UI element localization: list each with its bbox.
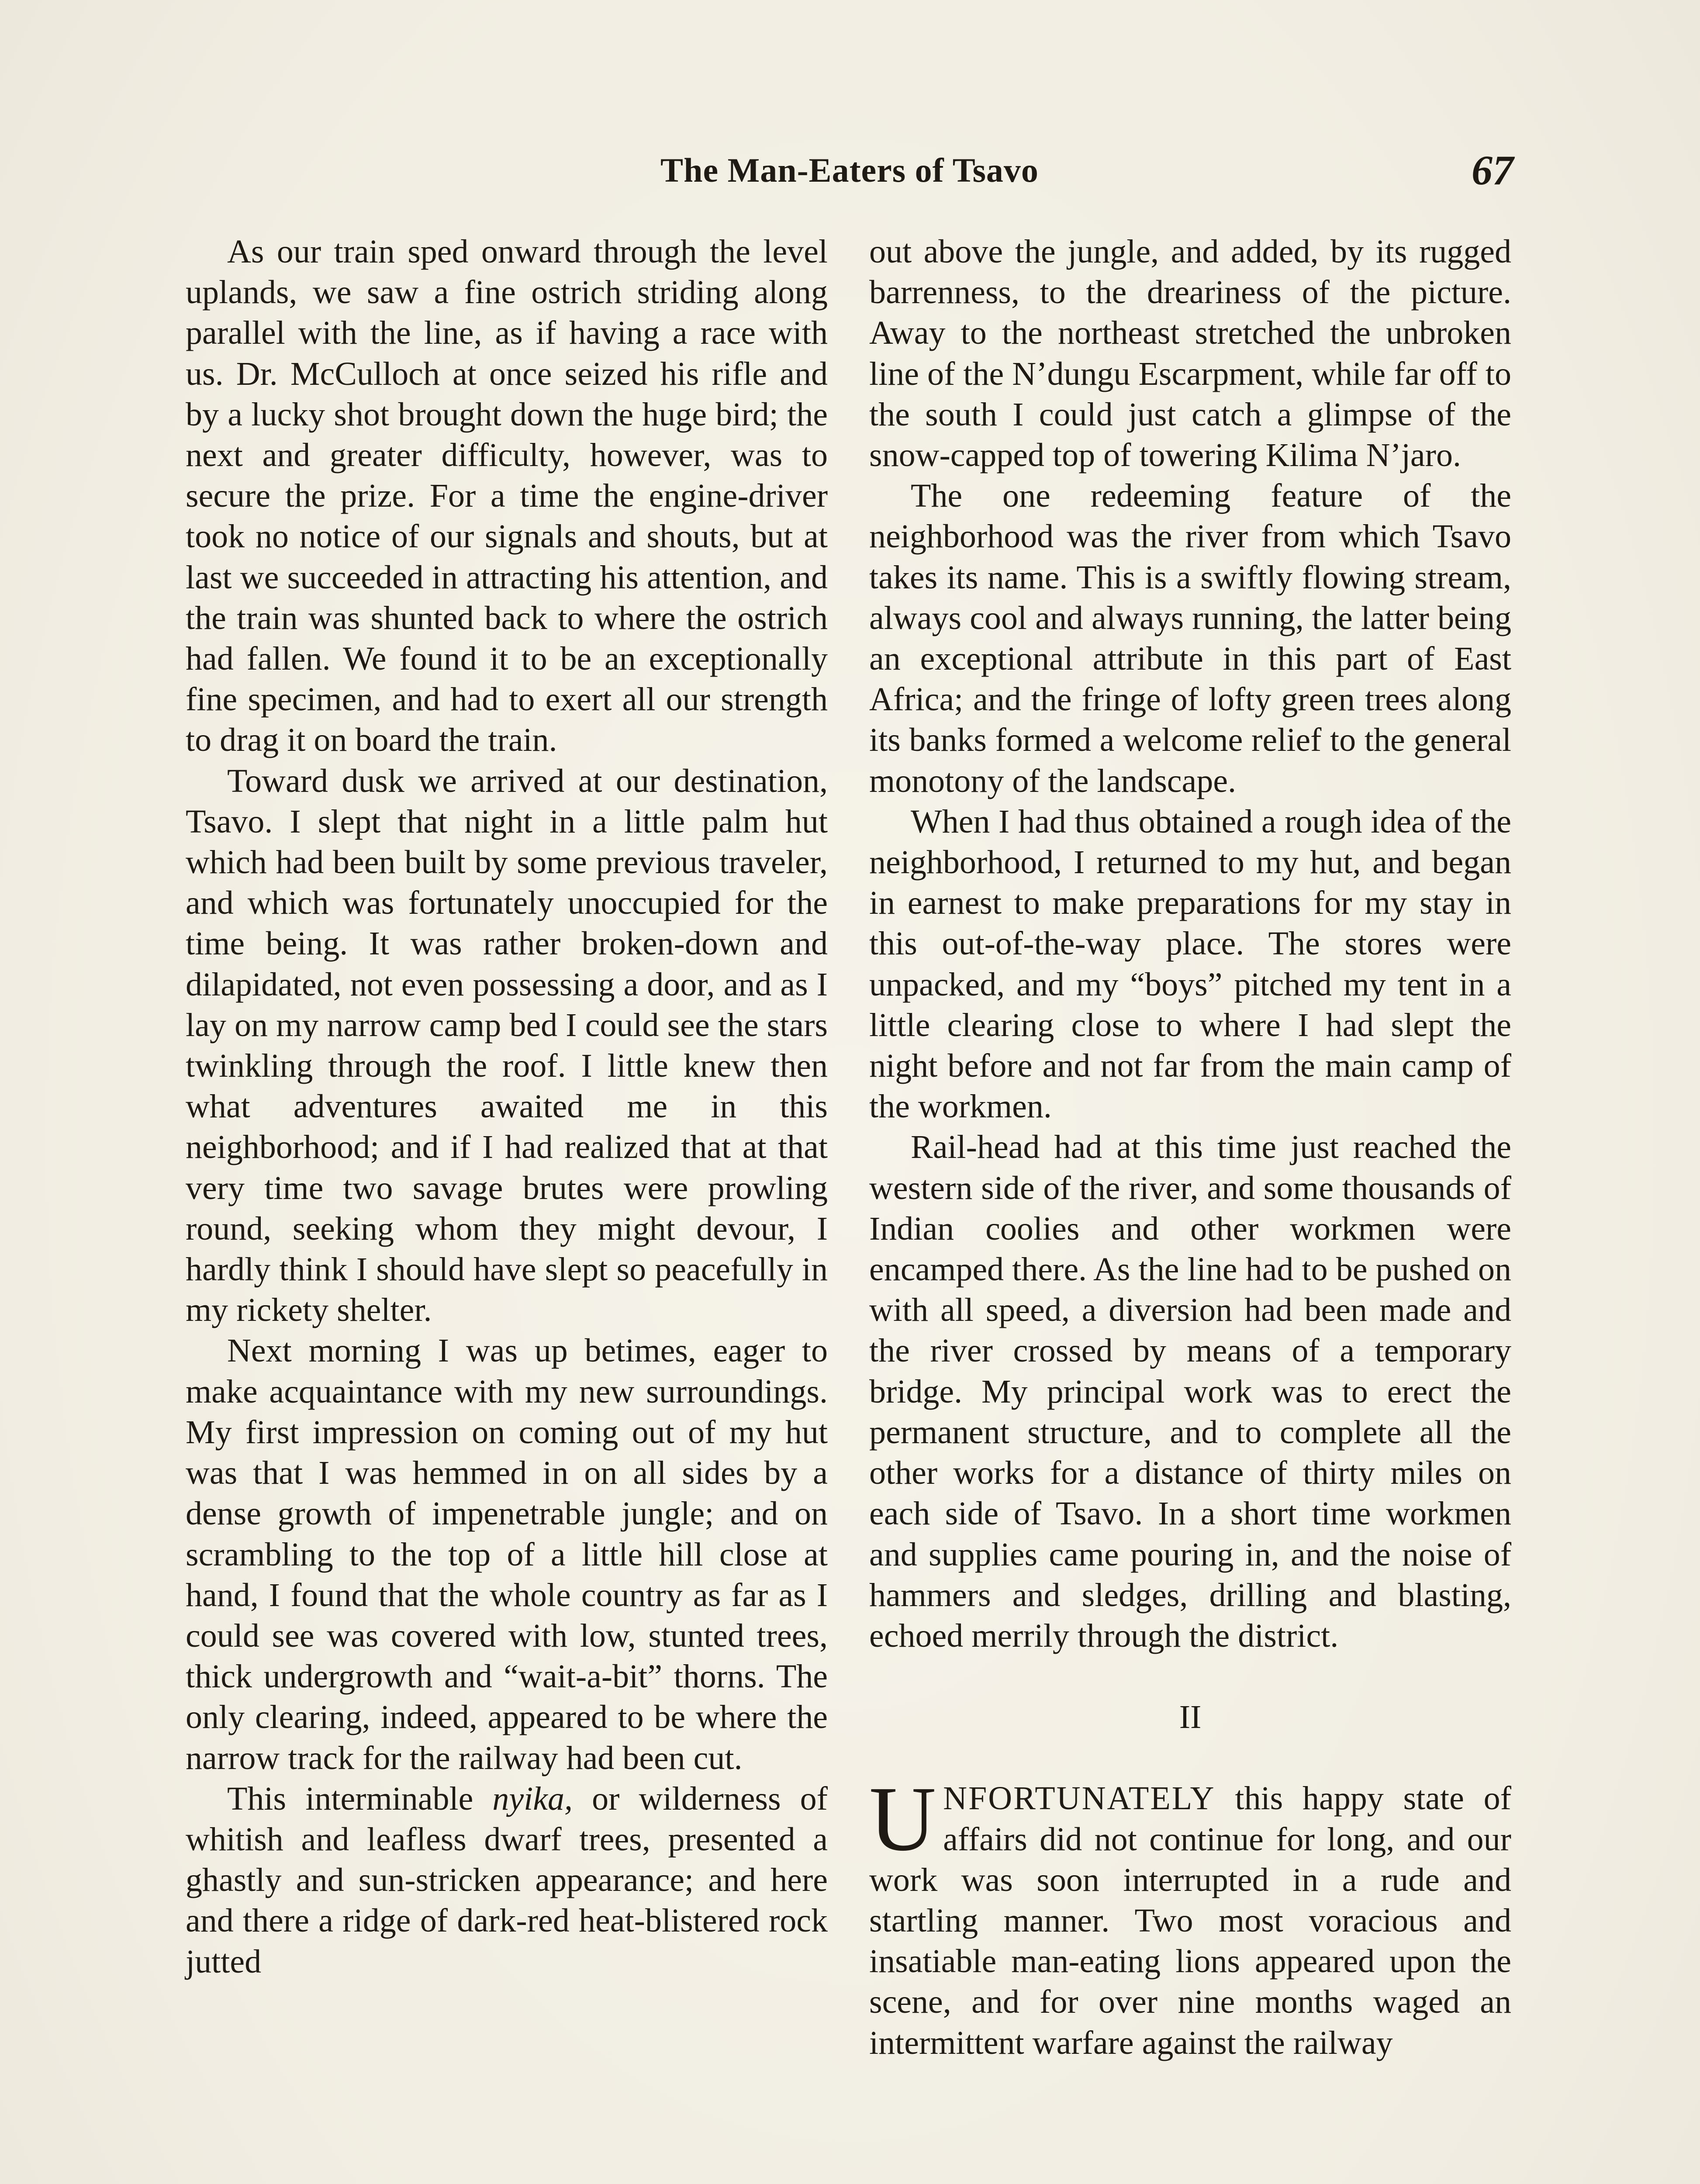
running-head	[186, 144, 1513, 197]
paragraph-text: This interminable	[227, 1780, 493, 1817]
paragraph: Next morning I was up betimes, eager to make acquaintance with my new surroundings. My first impression on coming out of my hut was that I was hemmed in on all sides by a dense growth of impenetrable jungle; and on scrambling to the top of a little hill close at hand, I found that the whole country as far as I could see was covered with low, stunted trees, thick undergrowth and “wait-a-bit” thorns. The only clearing, indeed, appeared to be where the narrow track for the railway had been cut.	[186, 1332, 828, 1776]
left-column	[186, 232, 828, 1982]
right-column	[869, 232, 1511, 2063]
page-number: 67	[1472, 147, 1513, 194]
paragraph: When I had thus obtained a rough idea of the neighborhood, I returned to my hut, and began in earnest to make preparations for my stay in this out-of-the-way place. The stores were unpacked, and my “boys” pitched my tent in a little clearing close to where I had slept the night before and not far from the main camp of the workmen.	[869, 803, 1511, 1125]
opening-caps: NFORTUNATELY	[943, 1780, 1216, 1817]
paragraph-dropcap	[869, 1767, 1511, 2063]
paragraph-text: this happy state of affairs did not continue for long, and our work was soon interrupted in a rude and startling manner. Two most voracious and insatiable man-eating lions appeared upon the scene, and for over nine months waged an intermittent warfare against the railway	[869, 1780, 1511, 2061]
italic-term: nyika,	[492, 1780, 573, 1817]
paragraph-continued: out above the jungle, and added, by its rugged barrenness, to the dreariness of the picture. Away to the northeast stretched the unbroken line of the N’dungu Escarpment, while far off to the south I could just catch a glimpse of the snow-capped top of towering Kilima N’jaro.	[869, 233, 1511, 474]
section-numeral: II	[1179, 1699, 1202, 1736]
paragraph: As our train sped onward through the level uplands, we saw a fine ostrich striding along parallel with the line, as if having a race with us. Dr. McCulloch at once seized his rifle and by a lucky shot brought down the huge bird; the next and greater difficulty, however, was to secure the prize. For a time the engine-driver took no notice of our signals and shouts, but at last we succeeded in attracting his attention, and the train was shunted back to where the ostrich had fallen. We found it to be an exceptionally fine specimen, and had to exert all our strength to drag it on board the train.	[186, 233, 828, 759]
drop-cap: U	[869, 1767, 936, 1870]
paragraph: The one redeeming feature of the neighborhood was the river from which Tsavo takes its name. This is a swiftly flowing stream, always cool and always running, the latter being an exceptional attribute in this part of East Africa; and the fringe of lofty green trees along its banks formed a welcome relief to the general monotony of the landscape.	[869, 477, 1511, 799]
running-title: The Man-Eaters of Tsavo	[660, 151, 1039, 189]
paragraph-text: or wilderness of whitish and leafless dwarf trees, presented a ghastly and sun-stricken appearance; and here and there a ridge of dark-red heat-blistered rock jutted	[186, 1780, 828, 1980]
paragraph	[186, 1779, 828, 1982]
paragraph: Toward dusk we arrived at our destination, Tsavo. I slept that night in a little palm hut which had been built by some previous traveler, and which was fortunately unoccupied for the time being. It was rather broken-down and dilapidated, not even possessing a door, and as I lay on my narrow camp bed I could see the stars twinkling through the roof. I little knew then what adventures awaited me in this neighborhood; and if I had realized that at that very time two savage brutes were prowling round, seeking whom they might devour, I hardly think I should have slept so peacefully in my rickety shelter.	[186, 762, 828, 1329]
paragraph: Rail-head had at this time just reached the western side of the river, and some thousands of Indian coolies and other workmen were encamped there. As the line had to be pushed on with all speed, a diversion had been made and the river crossed by means of a temporary bridge. My principal work was to erect the permanent structure, and to complete all the other works for a distance of thirty miles on each side of Tsavo. In a short time workmen and supplies came pouring in, and the noise of hammers and sledges, drilling and blasting, echoed merrily through the district.	[869, 1129, 1511, 1654]
